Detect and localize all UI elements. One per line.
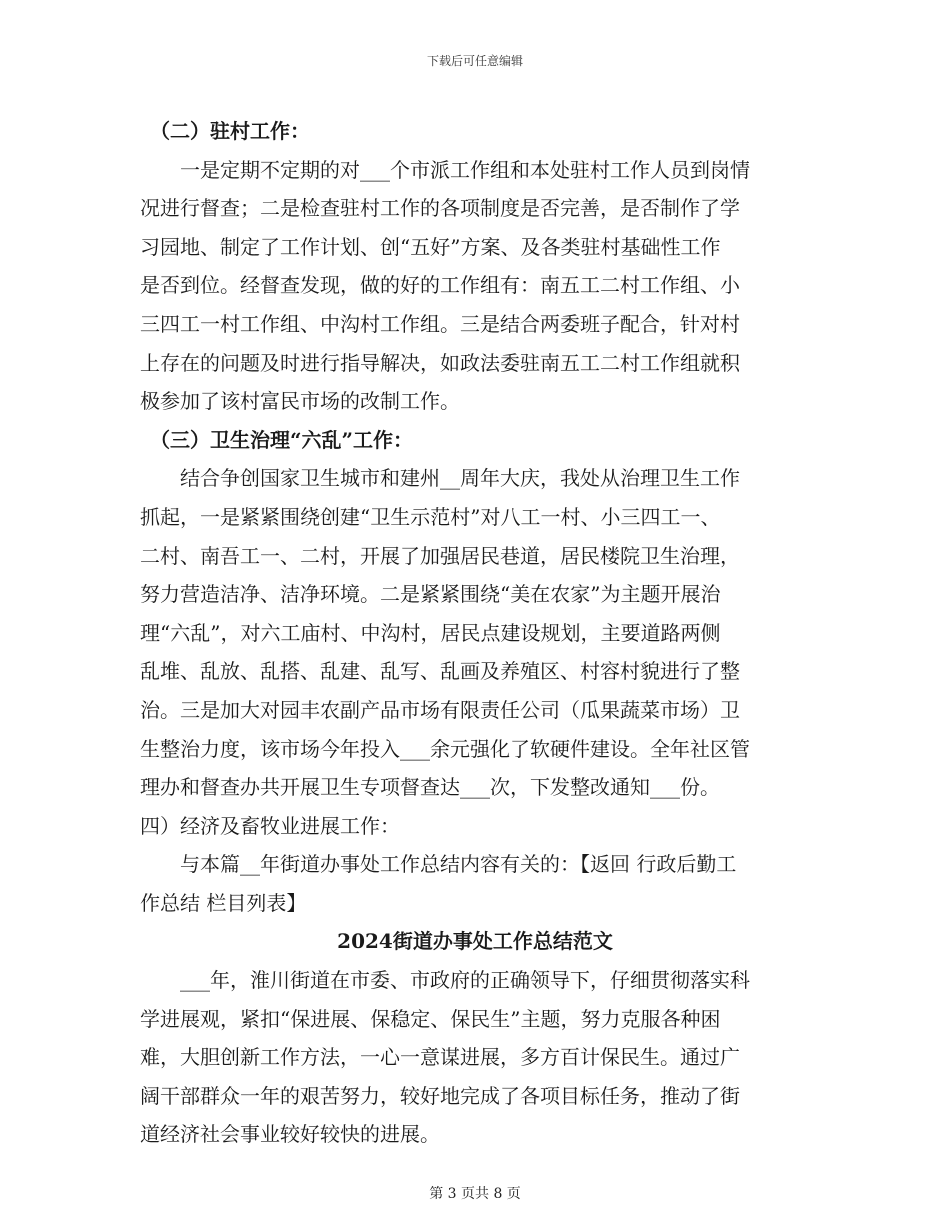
page-header: 下载后可任意编辑 (426, 54, 523, 68)
paragraph-line: 道经济社会事业较好较快的进展。 (140, 1122, 440, 1147)
paragraph-line: 上存在的问题及时进行指导解决，如政法委驻南五工二村工作组就积 (140, 350, 740, 375)
paragraph-line: 理“六乱”，对六工庙村、中沟村，居民点建设规划，主要道路两侧 (140, 620, 721, 645)
paragraph-line: ___年，淮川街道在市委、市政府的正确领导下，仔细贯彻落实科 (140, 968, 750, 993)
article-title: 2024街道办事处工作总结范文 (337, 929, 613, 954)
paragraph-line: 难，大胆创新工作方法，一心一意谋进展，多方百计保民生。通过广 (140, 1045, 740, 1070)
related-link-line[interactable]: 作总结 栏目列表】 (140, 890, 307, 915)
related-link-line[interactable]: 与本篇__年街道办事处工作总结内容有关的：【返回 行政后勤工 (140, 852, 737, 877)
paragraph-line: 习园地、制定了工作计划、创“五好”方案、及各类驻村基础性工作 (140, 234, 721, 259)
section-heading-4: 四）经济及畜牧业进展工作： (140, 813, 400, 838)
paragraph-line: 一是定期不定期的对___个市派工作组和本处驻村工作人员到岗情 (140, 157, 750, 182)
document-body (140, 112, 810, 1154)
paragraph-line: 三四工一村工作组、中沟村工作组。三是结合两委班子配合，针对村 (140, 311, 740, 336)
paragraph-line: 极参加了该村富民市场的改制工作。 (140, 389, 460, 414)
paragraph-line: 理办和督查办共开展卫生专项督查达___次，下发整改通知___份。 (140, 775, 720, 800)
paragraph-line: 生整治力度，该市场今年投入___余元强化了软硬件建设。全年社区管 (140, 736, 750, 761)
paragraph-line: 况进行督查；二是检查驻村工作的各项制度是否完善，是否制作了学 (140, 196, 740, 221)
paragraph-line: 学进展观，紧扣“保进展、保稳定、保民生”主题，努力克服各种困 (140, 1006, 721, 1031)
paragraph-line: 努力营造洁净、洁净环境。二是紧紧围绕“美在农家”为主题开展治 (140, 582, 721, 607)
paragraph-line: 乱堆、乱放、乱搭、乱建、乱写、乱画及养殖区、村容村貌进行了整 (140, 659, 740, 684)
page-footer: 第 3 页共 8 页 (429, 1186, 521, 1202)
paragraph-line: 治。三是加大对园丰农副产品市场有限责任公司（瓜果蔬菜市场）卫 (140, 697, 740, 722)
paragraph-line: 抓起，一是紧紧围绕创建“卫生示范村”对八工一村、小三四工一、 (140, 504, 721, 529)
section-heading-2: （二）驻村工作： (140, 119, 310, 143)
paragraph-line: 结合争创国家卫生城市和建州__周年大庆，我处从治理卫生工作 (140, 466, 740, 491)
paragraph-line: 阔干部群众一年的艰苦努力，较好地完成了各项目标任务，推动了街 (140, 1083, 740, 1108)
paragraph-line: 二村、南吾工一、二村，开展了加强居民巷道，居民楼院卫生治理， (140, 543, 740, 568)
section-heading-3: （三）卫生治理“六乱”工作： (140, 427, 414, 452)
paragraph-line: 是否到位。经督查发现，做的好的工作组有：南五工二村工作组、小 (140, 273, 740, 298)
